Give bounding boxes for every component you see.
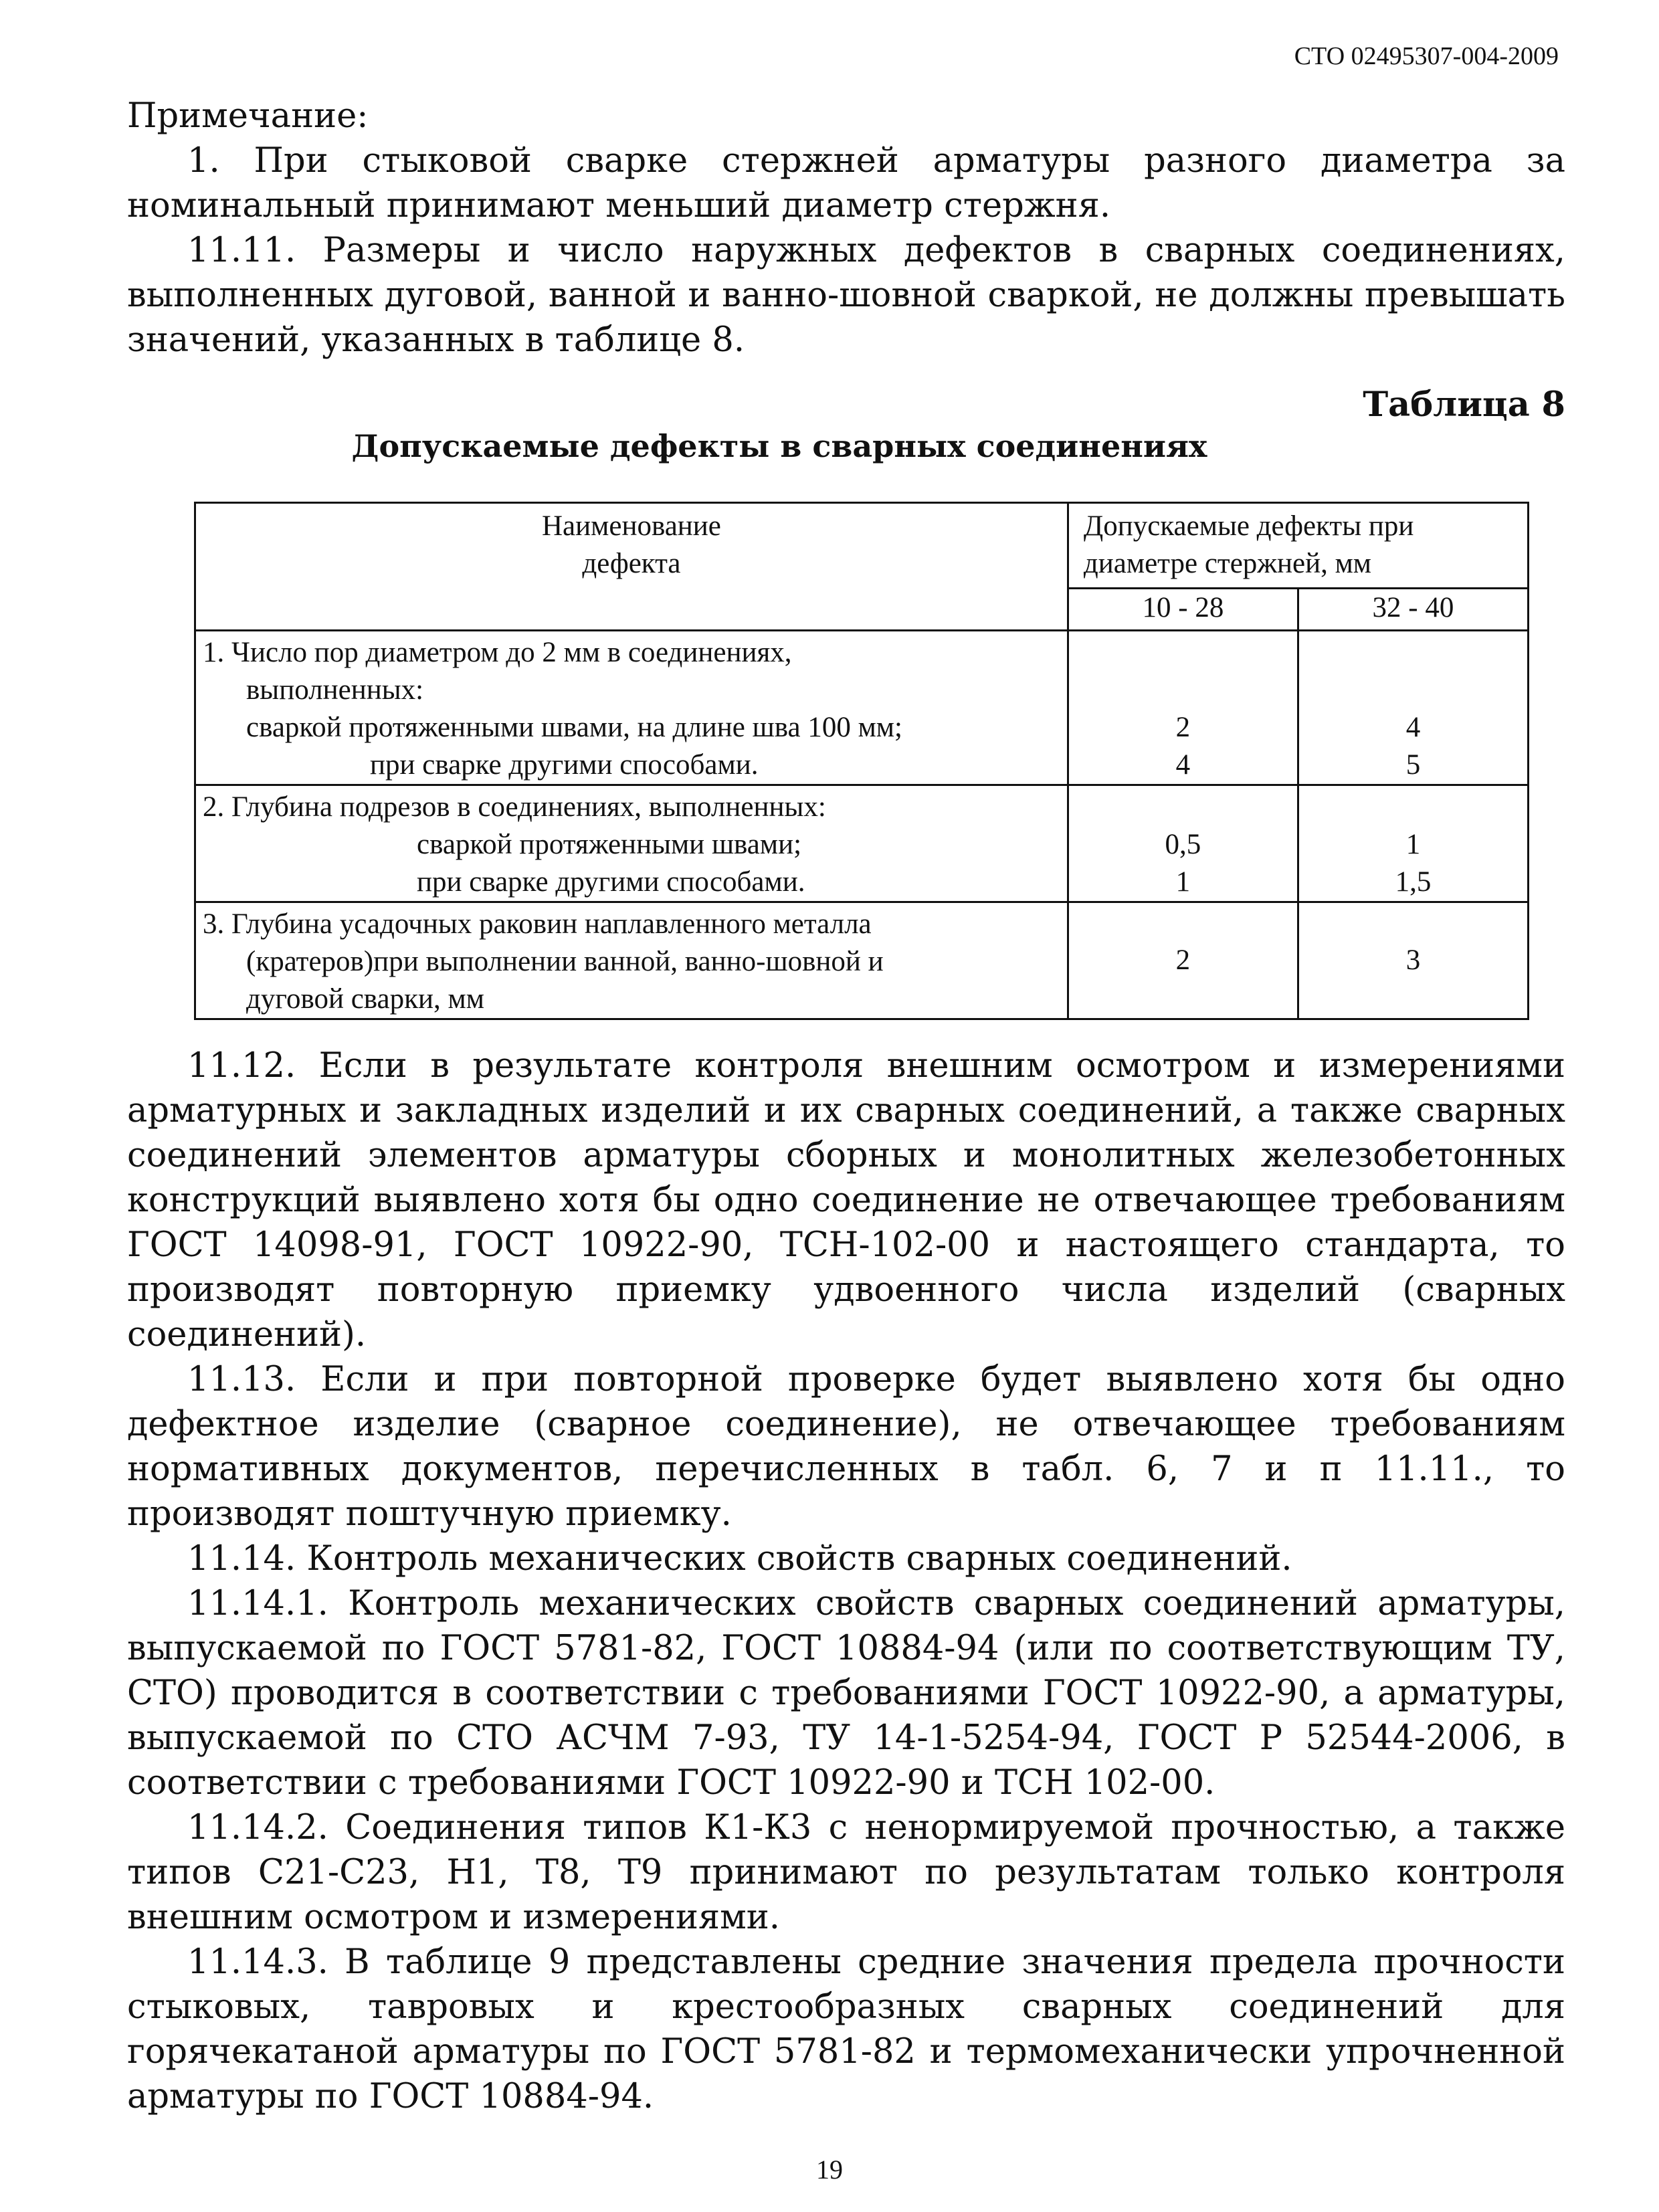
paragraph-11-14: 11.14. Контроль механических свойств сварных соединений. (187, 1539, 1292, 1579)
table-row (195, 902, 1529, 1019)
document-code: СТО 02495307-004-2009 (1294, 42, 1559, 70)
paragraph-11-13: 11.13. Если и при повторной проверке будет выявлено хотя бы одно дефектное изделие (сварное соединение), не отвечающее требованиям нормативных документов, перечисленных в табл. 6, 7 и п 11.11., то производят поштучную приемку. (127, 1360, 1565, 1534)
defect-1-value-32-40: 4 5 (1298, 631, 1528, 785)
table-label: Таблица 8 (1363, 385, 1565, 425)
defect-2-name: 2. Глубина подрезов в соединениях, выполненных: сваркой протяженными швами; при сварке другими способами. (195, 785, 1068, 902)
main-text-block (127, 1043, 1565, 2119)
defect-1-name: 1. Число пор диаметром до 2 мм в соединениях, выполненных: сваркой протяженными швами, на длине шва 100 мм; при сварке другими способами. (195, 631, 1068, 785)
table-title: Допускаемые дефекты в сварных соединениях (351, 428, 1207, 464)
note-item: 1. При стыковой сварке стержней арматуры разного диаметра за номинальный принимают меньший диаметр стержня. (127, 141, 1565, 225)
defect-1-value-10-28: 2 4 (1068, 631, 1298, 785)
table-header-row (195, 503, 1529, 589)
defect-2-value-32-40: 1 1,5 (1298, 785, 1528, 902)
defects-table (194, 502, 1529, 1020)
defect-2-value-10-28: 0,5 1 (1068, 785, 1298, 902)
table-row (195, 785, 1529, 902)
paragraph-11-11: 11.11. Размеры и число наружных дефектов в сварных соединениях, выполненных дуговой, ванной и ванно-шовной сваркой, не должны превышать значений, указанных в таблице 8. (127, 231, 1565, 360)
defect-3-value-32-40: 3 (1298, 902, 1528, 1019)
page-number: 19 (816, 2154, 843, 2185)
paragraph-11-14-2: 11.14.2. Соединения типов К1-К3 с ненормируемой прочностью, а также типов С21-С23, Н1, Т8, Т9 принимают по результатам только контроля внешним осмотром и измерениями. (127, 1808, 1565, 1937)
header-col-10-28: 10 - 28 (1068, 589, 1298, 631)
note-title: Примечание: (127, 96, 369, 136)
paragraph-11-14-1: 11.14.1. Контроль механических свойств сварных соединений арматуры, выпускаемой по ГОСТ 5781-82, ГОСТ 10884-94 (или по соответствующим ТУ, СТО) проводится в соответствии с требованиями ГОСТ 10922-90, а арматуры, выпускаемой по СТО АСЧМ 7-93, ТУ 14-1-5254-94, ГОСТ Р 52544-2006, в соответствии с требованиями ГОСТ 10922-90 и ТСН 102-00. (127, 1584, 1565, 1803)
header-allowed-defects: Допускаемые дефекты при диаметре стержней, мм (1068, 503, 1528, 589)
note-block (127, 94, 1565, 363)
paragraph-11-12: 11.12. Если в результате контроля внешним осмотром и измерениями арматурных и закладных изделий и их сварных соединений, а также сварных соединений элементов арматуры сборных и монолитных железобетонных конструкций выявлено хотя бы одно соединение не отвечающее требованиям ГОСТ 14098-91, ГОСТ 10922-90, ТСН-102-00 и настоящего стандарта, то производят повторную приемку удвоенного числа изделий (сварных соединений). (127, 1046, 1565, 1354)
defect-3-name: 3. Глубина усадочных раковин наплавленного металла (кратеров)при выполнении ванной, ванно-шовной и дуговой сварки, мм (195, 902, 1068, 1019)
paragraph-11-14-3: 11.14.3. В таблице 9 представлены средние значения предела прочности стыковых, тавровых и крестообразных сварных соединений для горячекатаной арматуры по ГОСТ 5781-82 и термомеханически упрочненной арматуры по ГОСТ 10884-94. (127, 1942, 1565, 2116)
defect-3-value-10-28: 2 (1068, 902, 1298, 1019)
header-col-32-40: 32 - 40 (1298, 589, 1528, 631)
table-row (195, 631, 1529, 785)
header-defect-name: Наименование дефекта (195, 503, 1068, 631)
